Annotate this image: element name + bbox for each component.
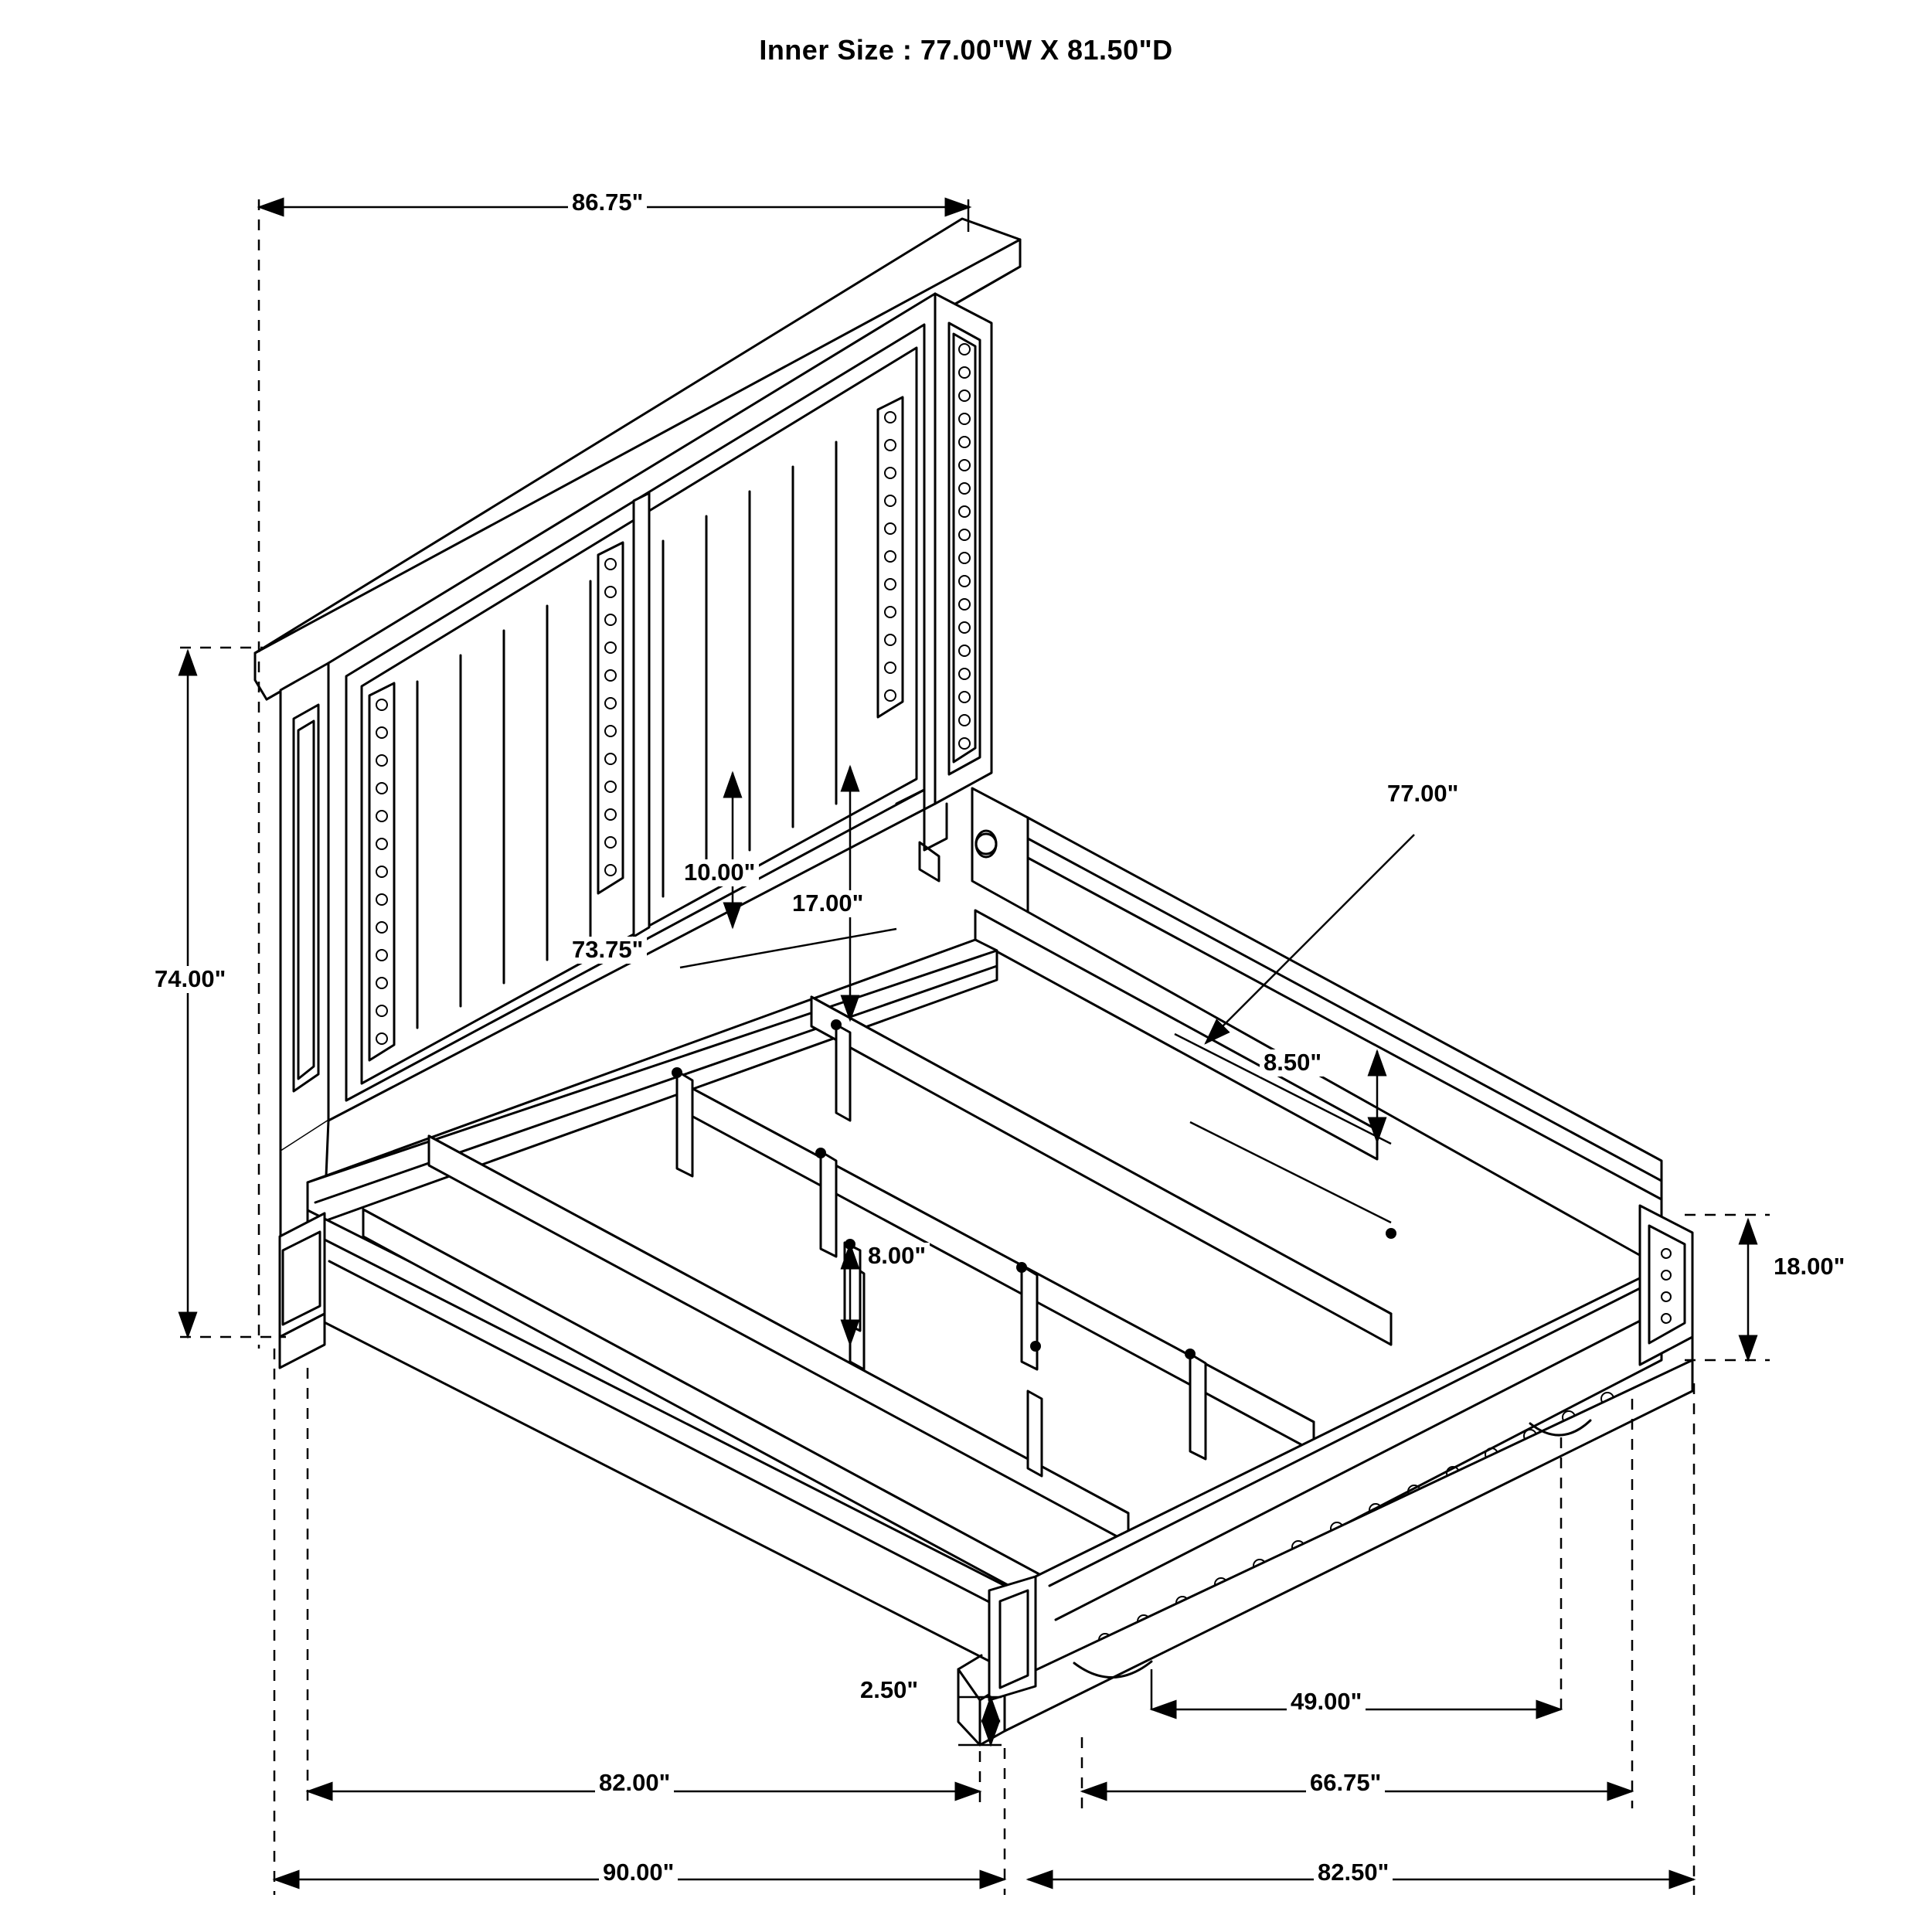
dim-label-overall-top-width: 86.75" <box>568 189 647 216</box>
dim-label-headboard-inner-width: 73.75" <box>568 937 647 964</box>
dim-label-headboard-height: 74.00" <box>151 966 230 993</box>
dim-label-rail-height: 8.50" <box>1260 1049 1325 1077</box>
dim-label-side-rail-length: 82.00" <box>595 1770 674 1797</box>
dim-label-inner-width-callout: 77.00" <box>1383 781 1462 808</box>
dim-label-footboard-base-height: 2.50" <box>856 1677 922 1704</box>
dim-label-slat-leg-height: 8.00" <box>864 1243 930 1270</box>
dim-label-footboard-width-inner: 66.75" <box>1306 1770 1385 1797</box>
dim-label-footboard-height: 18.00" <box>1770 1253 1849 1281</box>
dim-label-footboard-inner-width: 49.00" <box>1287 1689 1366 1716</box>
dim-label-overall-length: 90.00" <box>599 1859 678 1886</box>
dim-label-panel-inset-height: 10.00" <box>680 859 759 886</box>
page-title: Inner Size : 77.00"W X 81.50"D <box>759 34 1173 66</box>
dim-label-headboard-panel-height: 17.00" <box>788 890 867 917</box>
dim-label-overall-width: 82.50" <box>1314 1859 1393 1886</box>
